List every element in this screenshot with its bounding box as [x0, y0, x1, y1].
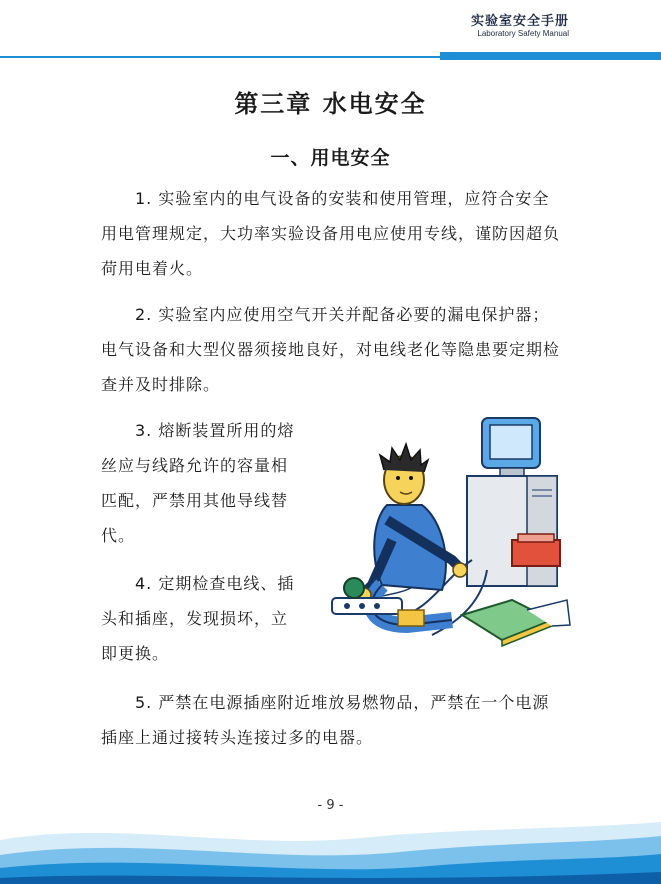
- header-accent-block: [440, 52, 661, 60]
- paragraph-1: 1. 实验室内的电气设备的安装和使用管理，应符合安全用电管理规定，大功率实验设备用电应使用专线，谨防因超负荷用电着火。: [101, 189, 561, 278]
- header-title: 实验室安全手册: [470, 14, 569, 29]
- footer-wave-decoration: [0, 800, 661, 884]
- chapter-title: 第三章 水电安全: [234, 90, 427, 118]
- section-title: 一、用电安全: [270, 147, 391, 169]
- paragraph-3: 3. 熔断装置所用的熔丝应与线路允许的容量相匹配，严禁用其他导线替代。: [101, 421, 295, 545]
- electrician-illustration: [312, 410, 574, 653]
- paragraph-4: 4. 定期检查电线、插头和插座，发现损坏，立即更换。: [101, 574, 295, 663]
- page-number: - 9 -: [317, 798, 344, 813]
- header-subtitle: Laboratory Safety Manual: [477, 29, 569, 38]
- paragraph-2: 2. 实验室内应使用空气开关并配备必要的漏电保护器；电气设备和大型仪器须接地良好，对电线老化等隐患要定期检查并及时排除。: [101, 305, 561, 394]
- paragraph-5: 5. 严禁在电源插座附近堆放易燃物品，严禁在一个电源插座上通过接转头连接过多的电器。: [101, 693, 550, 747]
